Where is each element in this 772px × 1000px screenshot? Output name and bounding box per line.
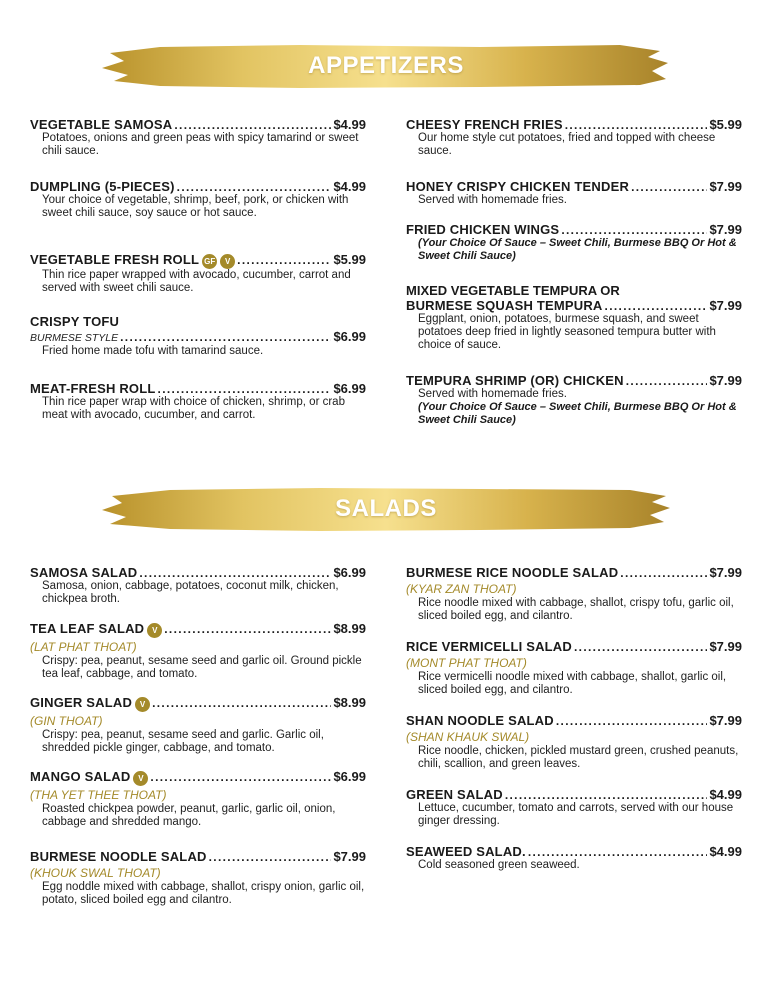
dot-leader (626, 374, 708, 388)
dot-leader (620, 566, 707, 580)
item-description: Cold seasoned green seaweed. (418, 859, 580, 871)
item-name: MIXED VEGETABLE TEMPURA OR (406, 283, 620, 298)
menu-item (30, 252, 366, 295)
item-price: $8.99 (333, 621, 366, 636)
item-price: $7.99 (709, 179, 742, 194)
item-price: $7.99 (709, 713, 742, 728)
dot-leader (556, 714, 708, 728)
item-style: BURMESE STYLE (30, 332, 119, 344)
item-price: $5.99 (333, 252, 366, 267)
menu-item (406, 283, 742, 352)
item-burmese-name: (MONT PHAT THOAT) (406, 656, 527, 670)
menu-item (406, 565, 742, 623)
vegan-badge-icon: V (135, 697, 150, 712)
item-name: DUMPLING (5-PIECES) (30, 179, 175, 194)
item-description: Fried home made tofu with tamarind sauce. (42, 345, 264, 357)
vegan-badge-icon: V (220, 254, 235, 269)
item-description: Crispy: pea, peanut, sesame seed and garlic oil. Ground pickle tea leaf, cabbage, and tomato. (42, 655, 362, 680)
item-price: $4.99 (709, 844, 742, 859)
item-name: CRISPY TOFU (30, 314, 120, 329)
item-price: $4.99 (333, 179, 366, 194)
item-name: CHEESY FRENCH FRIES (406, 117, 563, 132)
item-description: Rice noodle, chicken, pickled mustard green, crushed peanuts, chili, scallion, and green leaves. (418, 745, 739, 770)
menu-item (30, 695, 366, 755)
menu-item (406, 713, 742, 771)
dot-leader (528, 845, 708, 859)
item-price: $6.99 (333, 329, 366, 344)
menu-item (30, 849, 366, 907)
item-burmese-name: (THA YET THEE THOAT) (30, 788, 167, 802)
item-price: $8.99 (333, 695, 366, 710)
item-price: $6.99 (333, 381, 366, 396)
menu-item (30, 314, 366, 358)
item-description: Potatoes, onions and green peas with spicy tamarind or sweet chili sauce. (42, 132, 359, 157)
menu-item (406, 373, 742, 427)
salads-title: SALADS (335, 495, 437, 522)
menu-item (406, 179, 742, 207)
item-price: $7.99 (333, 849, 366, 864)
salads-banner (100, 484, 672, 534)
dot-leader (505, 788, 708, 802)
item-description: Rice vermicelli noodle mixed with cabbage, shallot, garlic oil, sliced boiled egg, and cilantro. (418, 671, 727, 696)
item-name-line2: BURMESE SQUASH TEMPURA (406, 298, 603, 313)
item-description: Crispy: pea, peanut, sesame seed and garlic. Garlic oil, shredded pickle ginger, cabbage, and tomato. (42, 729, 324, 754)
dot-leader (209, 850, 332, 864)
item-price: $6.99 (333, 769, 366, 784)
gluten-free-badge-icon: GF (202, 254, 217, 269)
item-description: Rice noodle mixed with cabbage, shallot, crispy tofu, garlic oil, sliced boiled egg, and cilantro. (418, 597, 734, 622)
item-description: Served with homemade fries. (418, 388, 567, 400)
dot-leader (158, 382, 332, 396)
item-price: $5.99 (709, 117, 742, 132)
item-price: $7.99 (709, 298, 742, 313)
item-description: Your choice of vegetable, shrimp, beef, pork, or chicken with sweet chili sauce, soy sauce or hot sauce. (42, 194, 349, 219)
item-description: Roasted chickpea powder, peanut, garlic, garlic oil, onion, cabbage and shredded mango. (42, 803, 336, 828)
item-burmese-name: (KYAR ZAN THOAT) (406, 582, 517, 596)
item-price: $7.99 (709, 565, 742, 580)
item-name: SHAN NOODLE SALAD (406, 713, 554, 728)
vegan-badge-icon: V (133, 771, 148, 786)
item-description: Thin rice paper wrapped with avocado, cucumber, carrot and served with sweet chili sauce. (42, 269, 351, 294)
dot-leader (237, 253, 331, 267)
item-description: Served with homemade fries. (418, 194, 567, 206)
menu-item (30, 381, 366, 422)
item-sauce-note: (Your Choice Of Sauce – Sweet Chili, Burmese BBQ Or Hot & Sweet Chili Sauce) (418, 237, 737, 262)
item-name: BURMESE RICE NOODLE SALAD (406, 565, 619, 580)
item-name: HONEY CRISPY CHICKEN TENDER (406, 179, 630, 194)
item-burmese-name: (KHOUK SWAL THOAT) (30, 866, 161, 880)
appetizers-banner (100, 41, 672, 91)
item-burmese-name: (GIN THOAT) (30, 714, 103, 728)
item-name: RICE VERMICELLI SALAD (406, 639, 572, 654)
item-sauce-note: (Your Choice Of Sauce – Sweet Chili, Burmese BBQ Or Hot & Sweet Chili Sauce) (418, 401, 737, 426)
item-price: $7.99 (709, 373, 742, 388)
item-name: VEGETABLE FRESH ROLL (30, 252, 200, 267)
dot-leader (565, 118, 708, 132)
item-description: Our home style cut potatoes, fried and topped with cheese sauce. (418, 132, 716, 157)
item-name: VEGETABLE SAMOSA (30, 117, 173, 132)
item-description: Samosa, onion, cabbage, potatoes, coconut milk, chicken, chickpea broth. (42, 580, 339, 605)
item-price: $4.99 (333, 117, 366, 132)
item-name: TEMPURA SHRIMP (OR) CHICKEN (406, 373, 624, 388)
menu-item (30, 565, 366, 606)
item-description: Thin rice paper wrap with choice of chicken, shrimp, or crab meat with avocado, cucumber, and carrot. (42, 396, 345, 421)
dot-leader (139, 566, 331, 580)
dot-leader (150, 770, 331, 784)
dot-leader (605, 299, 708, 313)
item-price: $7.99 (709, 639, 742, 654)
item-name: SEAWEED SALAD. (406, 844, 526, 859)
item-price: $7.99 (709, 222, 742, 237)
dot-leader (152, 696, 331, 710)
item-description: Eggplant, onion, potatoes, burmese squash, and sweet potatoes deep fried in lightly seasoned tempura butter with choice of sauce. (418, 313, 716, 351)
item-name: GINGER SALAD (30, 695, 133, 710)
dot-leader (120, 330, 331, 344)
item-name: MANGO SALAD (30, 769, 131, 784)
item-name: SAMOSA SALAD (30, 565, 138, 580)
item-name: TEA LEAF SALAD (30, 621, 145, 636)
item-burmese-name: (SHAN KHAUK SWAL) (406, 730, 530, 744)
item-name: MEAT-FRESH ROLL (30, 381, 156, 396)
item-name: BURMESE NOODLE SALAD (30, 849, 207, 864)
item-description: Lettuce, cucumber, tomato and carrots, served with our house ginger dressing. (418, 802, 734, 827)
dot-leader (631, 180, 707, 194)
item-burmese-name: (LAT PHAT THOAT) (30, 640, 137, 654)
dot-leader (561, 223, 707, 237)
item-price: $4.99 (709, 787, 742, 802)
menu-item (406, 222, 742, 263)
menu-item (406, 787, 742, 828)
dot-leader (174, 118, 331, 132)
dot-leader (164, 622, 331, 636)
menu-item (406, 117, 742, 158)
menu-item (30, 117, 366, 158)
menu-item (30, 179, 366, 220)
menu-item (406, 639, 742, 697)
item-name: FRIED CHICKEN WINGS (406, 222, 560, 237)
dot-leader (574, 640, 707, 654)
item-name: GREEN SALAD (406, 787, 503, 802)
vegan-badge-icon: V (147, 623, 162, 638)
menu-item (30, 621, 366, 681)
menu-item (30, 769, 366, 829)
dot-leader (177, 180, 332, 194)
appetizers-title: APPETIZERS (308, 52, 464, 79)
item-description: Egg noddle mixed with cabbage, shallot, crispy onion, garlic oil, potato, sliced boiled egg and cilantro. (42, 881, 365, 906)
item-price: $6.99 (333, 565, 366, 580)
menu-item (406, 844, 742, 872)
